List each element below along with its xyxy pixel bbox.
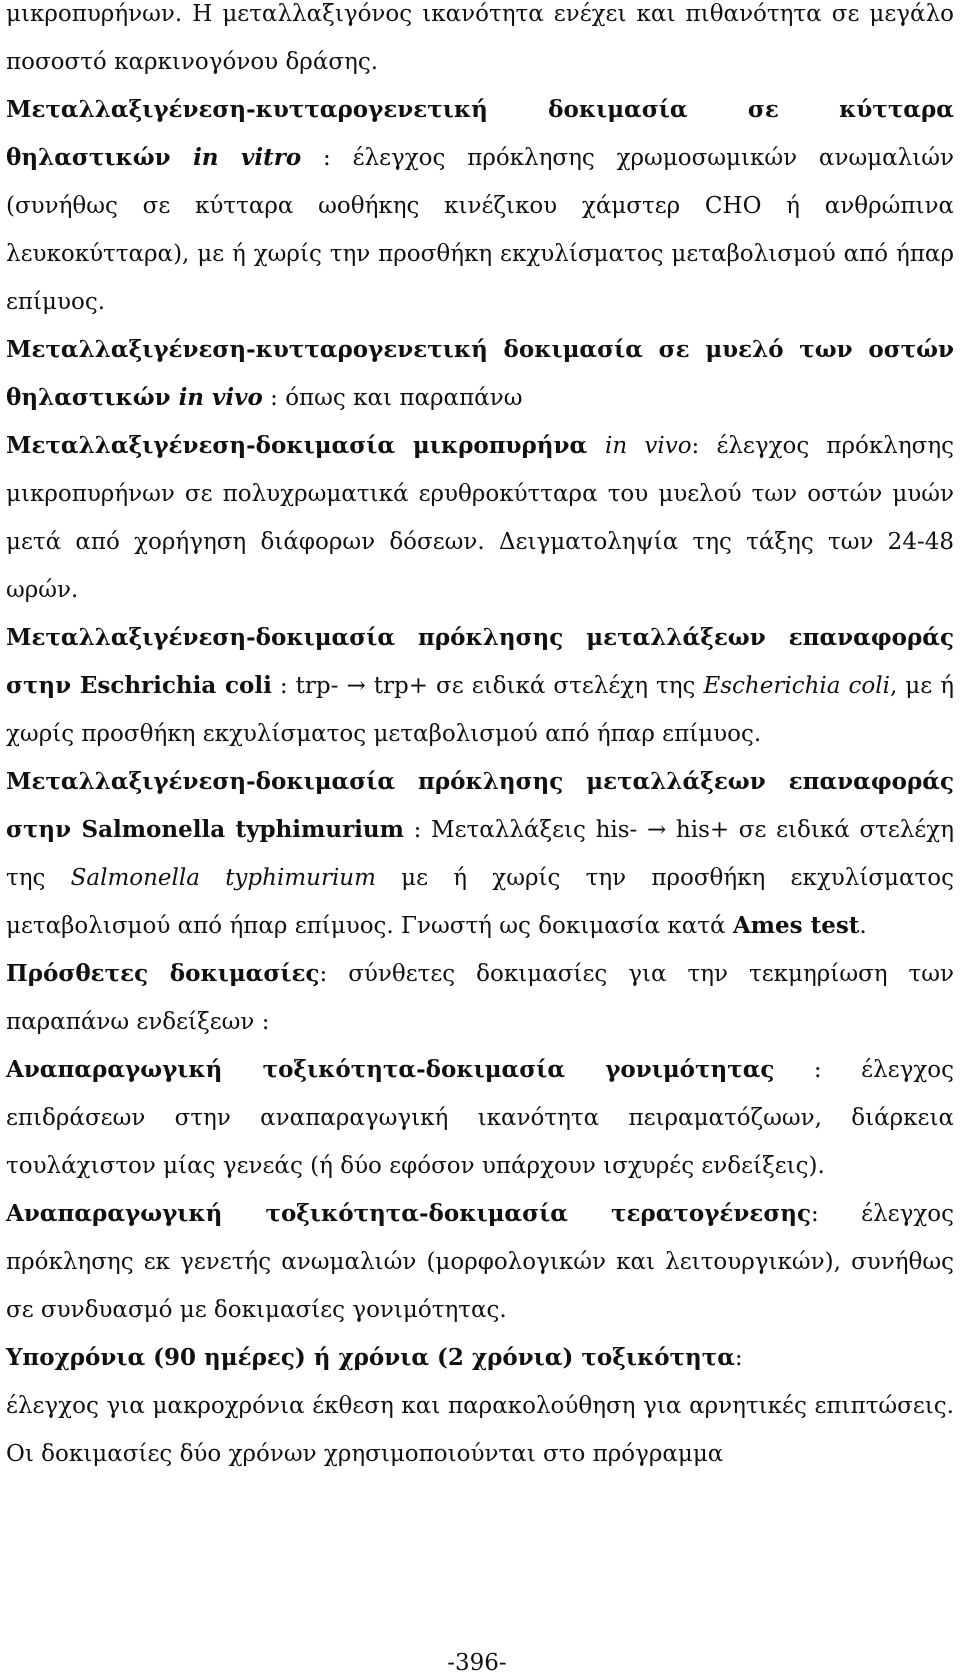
italic-text-run: Salmonella typhimurium <box>70 865 376 891</box>
text-run: . <box>859 913 867 939</box>
paragraph-teratogenesis-test <box>6 1190 954 1334</box>
bold-text-run: Ames test <box>732 912 860 939</box>
bold-text-run: Μεταλλαξιγένεση-δοκιμασία πρόκλησης μεταλλάξεων επαναφοράς στην Eschrichia coli <box>6 624 954 699</box>
text-run: με ή χωρίς την προσθήκη εκχυλίσματος μεταβολισμού από ήπαρ επίμυος. Γνωστή ως δοκιμασία κατά <box>6 865 954 939</box>
italic-text-run: in vivo <box>605 433 692 459</box>
text-run: : trp- → trp+ σε ειδικά στελέχη της <box>271 673 704 699</box>
paragraph-micronucleus-test <box>6 422 954 614</box>
bold-text-run: Μεταλλαξιγένεση-δοκιμασία πρόκλησης μεταλλάξεων επαναφοράς στην Salmonella typhimurium <box>6 768 954 843</box>
text-run: έλεγχος για μακροχρόνια έκθεση και παρακολούθηση για αρνητικές επιπτώσεις. Οι δοκιμασίες δύο χρόνων χρησιμοποιούνται στο πρόγραμμα <box>6 1393 954 1467</box>
paragraph-cytogenetic-bone-marrow <box>6 326 954 422</box>
text-run: μικροπυρήνων. Η μεταλλαξιγόνος ικανότητα ενέχει και πιθανότητα σε μεγάλο ποσοστό καρκινογόνου δράσης. <box>6 1 954 75</box>
italic-text-run: Escherichia coli <box>703 673 890 699</box>
text-run: : <box>734 1345 743 1371</box>
document-body <box>6 0 954 1478</box>
text-run: : έλεγχος πρόκλησης χρωμοσωμικών ανωμαλιών (συνήθως σε κύτταρα ωοθήκης κινέζικου χάμστερ CHO ή ανθρώπινα λευκοκύτταρα), με ή χωρίς την προσθήκη εκχυλίσματος μεταβολισμού από ήπαρ επίμυος. <box>6 145 955 315</box>
paragraph-additional-tests <box>6 950 954 1046</box>
paragraph-salmonella-ames-test <box>6 758 954 950</box>
text-run: : όπως και παραπάνω <box>262 385 523 411</box>
bold-text-run: Μεταλλαξιγένεση-δοκιμασία μικροπυρήνα <box>6 432 606 459</box>
text-run: : έλεγχος πρόκλησης εκ γενετής ανωμαλιών (μορφολογικών και λειτουργικών), συνήθως σε συνδυασμό με δοκιμασίες γονιμότητας. <box>6 1201 954 1323</box>
paragraph-fertility-test <box>6 1046 954 1190</box>
bold-text-run: Μεταλλαξιγένεση-κυτταρογενετική δοκιμασία σε κύτταρα θηλαστικών <box>6 96 954 171</box>
text-run: , με ή χωρίς προσθήκη εκχυλίσματος μεταβολισμού από ήπαρ επίμυος. <box>6 673 954 747</box>
paragraph-cytogenetic-in-vitro <box>6 86 954 326</box>
text-run: : έλεγχος επιδράσεων στην αναπαραγωγική ικανότητα πειραματόζωων, διάρκεια τουλάχιστον μίας γενεάς (ή δύο εφόσον υπάρχουν ισχυρές ενδείξεις). <box>6 1057 954 1179</box>
document-page <box>6 0 954 1478</box>
bold-text-run: Αναπαραγωγική τοξικότητα-δοκιμασία τερατογένεσης <box>6 1200 812 1227</box>
bold-text-run: Αναπαραγωγική τοξικότητα-δοκιμασία γονιμότητας <box>6 1056 775 1083</box>
text-run: : σύνθετες δοκιμασίες για την τεκμηρίωση των παραπάνω ενδείξεων : <box>6 961 955 1035</box>
bold-text-run: Υποχρόνια (90 ημέρες) ή χρόνια (2 χρόνια) τοξικότητα <box>6 1344 735 1371</box>
italic-text-run: in vivo <box>178 384 263 411</box>
paragraph-continuation <box>6 0 954 86</box>
paragraph-chronic-toxicity-text <box>6 1382 954 1478</box>
bold-text-run: Πρόσθετες δοκιμασίες <box>6 960 320 987</box>
text-run: : Μεταλλάξεις his- → his+ σε ειδικά στελέχη της <box>6 817 954 891</box>
page-number: -396- <box>447 1650 507 1676</box>
text-run: : έλεγχος πρόκλησης μικροπυρήνων σε πολυχρωματικά ερυθροκύτταρα του μυελού των οστών μυών μετά από χορήγηση διάφορων δόσεων. Δειγματοληψία της τάξης των 24-48 ωρών. <box>6 433 954 603</box>
page-footer <box>0 1648 960 1678</box>
paragraph-chronic-toxicity-heading <box>6 1334 954 1382</box>
italic-text-run: in vitro <box>193 144 302 171</box>
paragraph-ecoli-reverse-mutation <box>6 614 954 758</box>
bold-text-run: Μεταλλαξιγένεση-κυτταρογενετική δοκιμασία σε μυελό των οστών θηλαστικών <box>6 336 954 411</box>
